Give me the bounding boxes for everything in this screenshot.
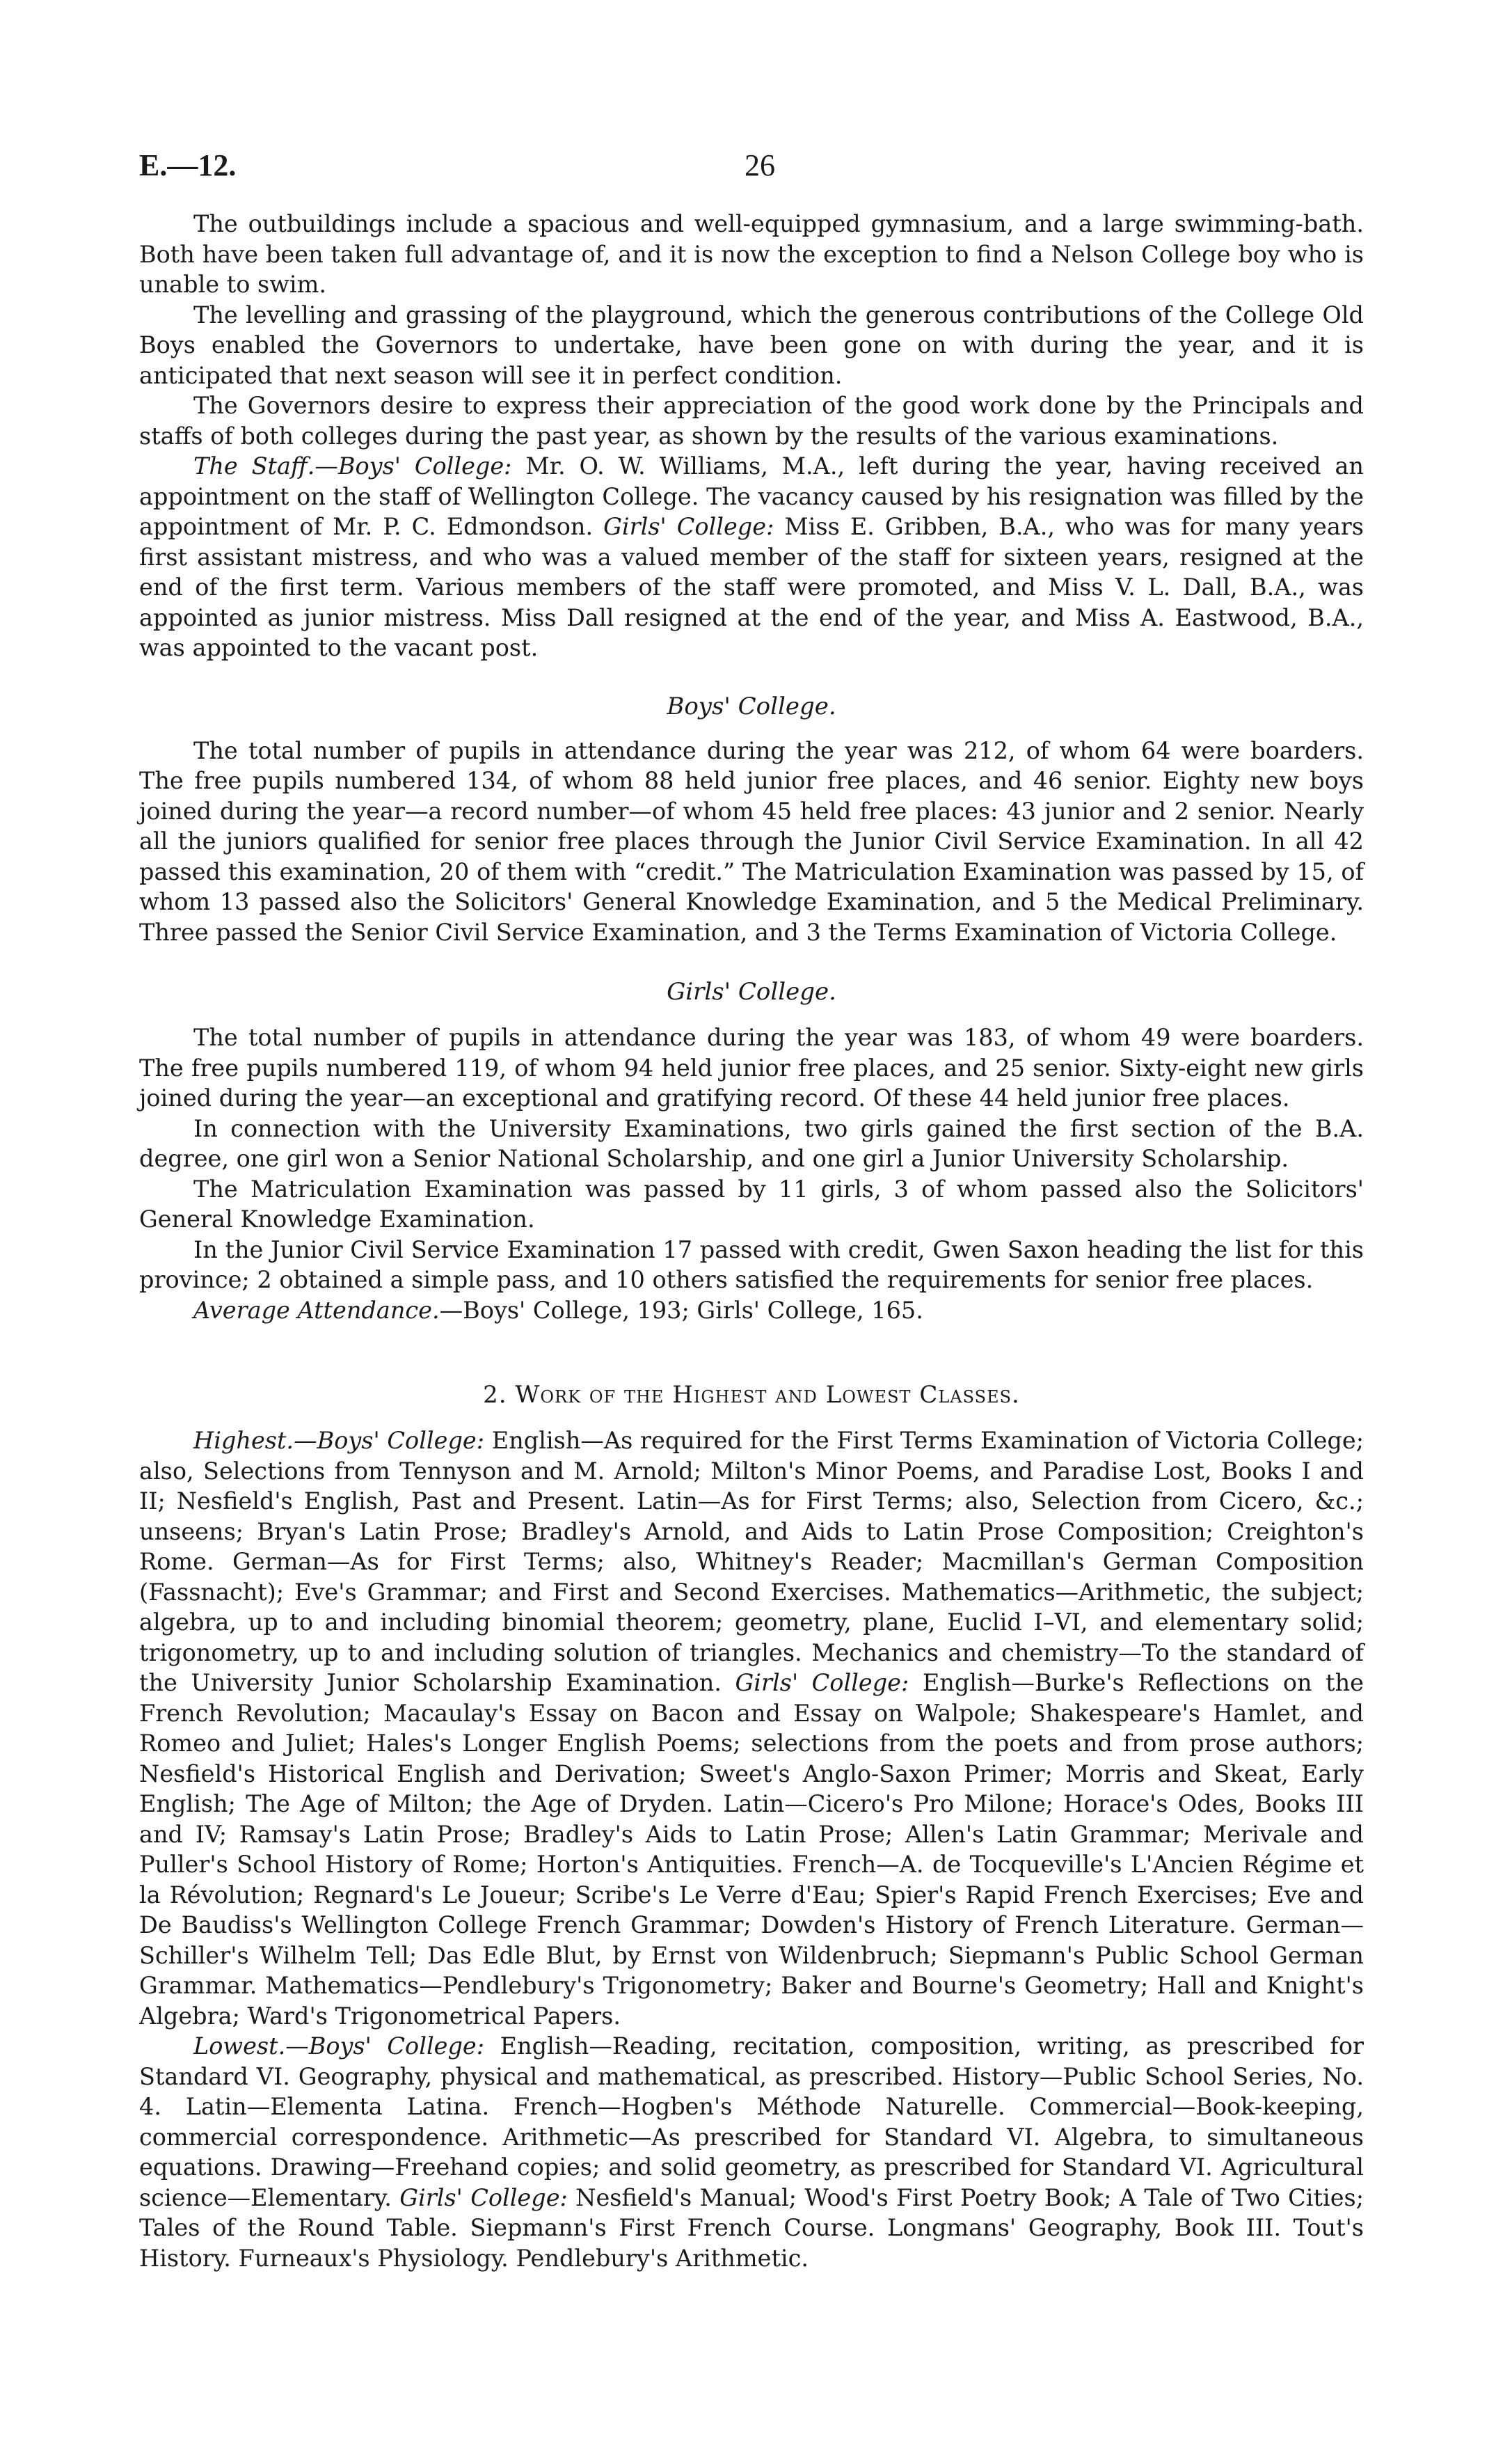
paragraph-highest-classes bbox=[139, 1425, 1364, 2031]
paragraph-boys-pupils: The total number of pupils in attendance during the year was 212, of whom 64 were boarders. The free pupils numbered 134, of whom 88 held junior free places, and 46 senior. Eighty new boys joined during the year—a record number—of whom 45 held free places: 43 junior and 2 senior. Nearly all the juniors qualified for senior free places through the Junior Civil Service Examination. In all 42 passed this examination, 20 of them with “credit.” The Matriculation Examination was passed by 15, of whom 13 passed also the Solicitors' General Knowledge Examination, and 5 the Medical Preliminary. Three passed the Senior Civil Service Examination, and 3 the Terms Examination of Victoria College. bbox=[139, 736, 1364, 946]
page-number: 26 bbox=[745, 148, 775, 182]
highest-boys-text: English—As required for the First Terms Examination of Victoria College; also, Selections from Tennyson and M. Arnold; Milton's Minor Poems, and Paradise Lost, Books I and II; Nesfield's English, Past and Present. Latin—As for First Terms; also, Selection from Cicero, &c.; unseens; Bryan's Latin Prose; Bradley's Arnold, and Aids to Latin Prose Composition; Creighton's Rome. German—As for First Terms; also, Whitney's Reader; Macmillan's German Composition (Fassnacht); Eve's Grammar; and First and Second Exercises. Mathematics—Arithmetic, the subject; algebra, up to and including binomial theorem; geometry, plane, Euclid I–VI, and elementary solid; trigonometry, up to and including solution of triangles. Mechanics and chemistry—To the standard of the University Junior Scholarship Examination. bbox=[139, 1427, 1364, 1696]
paragraph-playground: The levelling and grassing of the playground, which the generous contributions of the College Old Boys enabled the Governors to undertake, have been gone on with during the year, and it is anticipated that next season will see it in perfect condition. bbox=[139, 301, 1364, 389]
section-heading-work-classes: 2. Work of the Highest and Lowest Classes. bbox=[483, 1381, 1020, 1409]
lowest-boys-text: English—Reading, recitation, composition, writing, as prescribed for Standard VI. Geography, physical and mathematical, as prescribed. History—Public School Series, No. 4. Latin—Elementa Latina. French—Hogben's Méthode Naturelle. Commercial—Book-keeping, commercial correspondence. Arithmetic—As prescribed for Standard VI. Algebra, to simultaneous equations. Drawing—Freehand copies; and solid geometry, as prescribed for Standard VI. Agricultural science—Elementary. bbox=[139, 2032, 1364, 2211]
paragraph-lowest-classes bbox=[139, 2031, 1364, 2273]
lowest-label: Lowest.—Boys' College: bbox=[193, 2032, 485, 2060]
paragraph-staff bbox=[139, 451, 1364, 663]
highest-girls-label: Girls' College: bbox=[735, 1669, 909, 1696]
staff-heading: The Staff.—Boys' College: bbox=[193, 452, 512, 480]
paragraph-girls-matriculation: The Matriculation Examination was passed by 11 girls, 3 of whom passed also the Solicitors' General Knowledge Examination. bbox=[139, 1175, 1364, 1233]
page-header bbox=[139, 148, 1364, 189]
paragraph-governors: The Governors desire to express their appreciation of the good work done by the Principals and staffs of both colleges during the past year, as shown by the results of the various examinations. bbox=[139, 392, 1364, 450]
staff-text-girls: Miss E. Gribben, B.A., who was for many years first assistant mistress, and who was a valued member of the staff for sixteen years, resigned at the end of the first term. Various members of the staff were promoted, and Miss V. L. Dall, B.A., was appointed as junior mistress. Miss Dall resigned at the end of the year, and Miss A. Eastwood, B.A., was appointed to the vacant post. bbox=[139, 513, 1364, 661]
attendance-text: —Boys' College, 193; Girls' College, 165. bbox=[439, 1296, 923, 1324]
document-body bbox=[139, 209, 1364, 2273]
attendance-label: Average Attendance. bbox=[193, 1296, 440, 1324]
highest-label: Highest.—Boys' College: bbox=[193, 1427, 485, 1454]
paragraph-girls-civil-service: In the Junior Civil Service Examination 17 passed with credit, Gwen Saxon heading the list for this province; 2 obtained a simple pass, and 10 others satisfied the requirements for senior free places. bbox=[139, 1235, 1364, 1293]
report-reference: E.—12. bbox=[139, 148, 237, 182]
section-heading-boys-college: Boys' College. bbox=[667, 692, 836, 720]
paragraph-outbuildings: The outbuildings include a spacious and well-equipped gymnasium, and a large swimming-bath. Both have been taken full advantage of, and it is now the exception to find a Nelson College boy who is unable to swim. bbox=[139, 210, 1364, 298]
section-heading-girls-college: Girls' College. bbox=[667, 978, 836, 1006]
lowest-girls-text: Nesfield's Manual; Wood's First Poetry Book; A Tale of Two Cities; Tales of the Round Table. Siepmann's First French Course. Longmans' Geography, Book III. Tout's History. Furneaux's Physiology. Pendlebury's Arithmetic. bbox=[139, 2183, 1364, 2272]
staff-text-boys: Mr. O. W. Williams, M.A., left during the year, having received an appointment on the staff of Wellington College. The vacancy caused by his resignation was filled by the appointment of Mr. P. C. Edmondson. bbox=[139, 452, 1364, 540]
staff-girls-heading: Girls' College: bbox=[603, 513, 774, 540]
paragraph-girls-university: In connection with the University Examinations, two girls gained the first section of the B.A. degree, one girl won a Senior National Scholarship, and one girl a Junior University Scholarship. bbox=[139, 1114, 1364, 1172]
lowest-girls-label: Girls' College: bbox=[399, 2183, 568, 2211]
paragraph-girls-pupils: The total number of pupils in attendance during the year was 183, of whom 49 were boarders. The free pupils numbered 119, of whom 94 held junior free places, and 25 senior. Sixty-eight new girls joined during the year—an exceptional and gratifying record. Of these 44 held junior free places. bbox=[139, 1024, 1364, 1112]
highest-girls-text: English—Burke's Reflections on the French Revolution; Macaulay's Essay on Bacon and Essay on Walpole; Shakespeare's Hamlet, and Romeo and Juliet; Hales's Longer English Poems; selections from the poets and from prose authors; Nesfield's Historical English and Derivation; Sweet's Anglo-Saxon Primer; Morris and Skeat, Early English; The Age of Milton; the Age of Dryden. Latin—Cicero's Pro Milone; Horace's Odes, Books III and IV; Ramsay's Latin Prose; Bradley's Aids to Latin Prose; Allen's Latin Grammar; Merivale and Puller's School History of Rome; Horton's Antiquities. French—A. de Tocqueville's L'Ancien Régime et la Révolution; Regnard's Le Joueur; Scribe's Le Verre d'Eau; Spier's Rapid French Exercises; Eve and De Baudiss's Wellington College French Grammar; Dowden's History of French Literature. German—Schiller's Wilhelm Tell; Das Edle Blut, by Ernst von Wildenbruch; Siepmann's Public School German Grammar. Mathematics—Pendlebury's Trigonometry; Baker and Bourne's Geometry; Hall and Knight's Algebra; Ward's Trigonometrical Papers. bbox=[139, 1669, 1364, 2030]
paragraph-average-attendance bbox=[139, 1295, 1364, 1326]
